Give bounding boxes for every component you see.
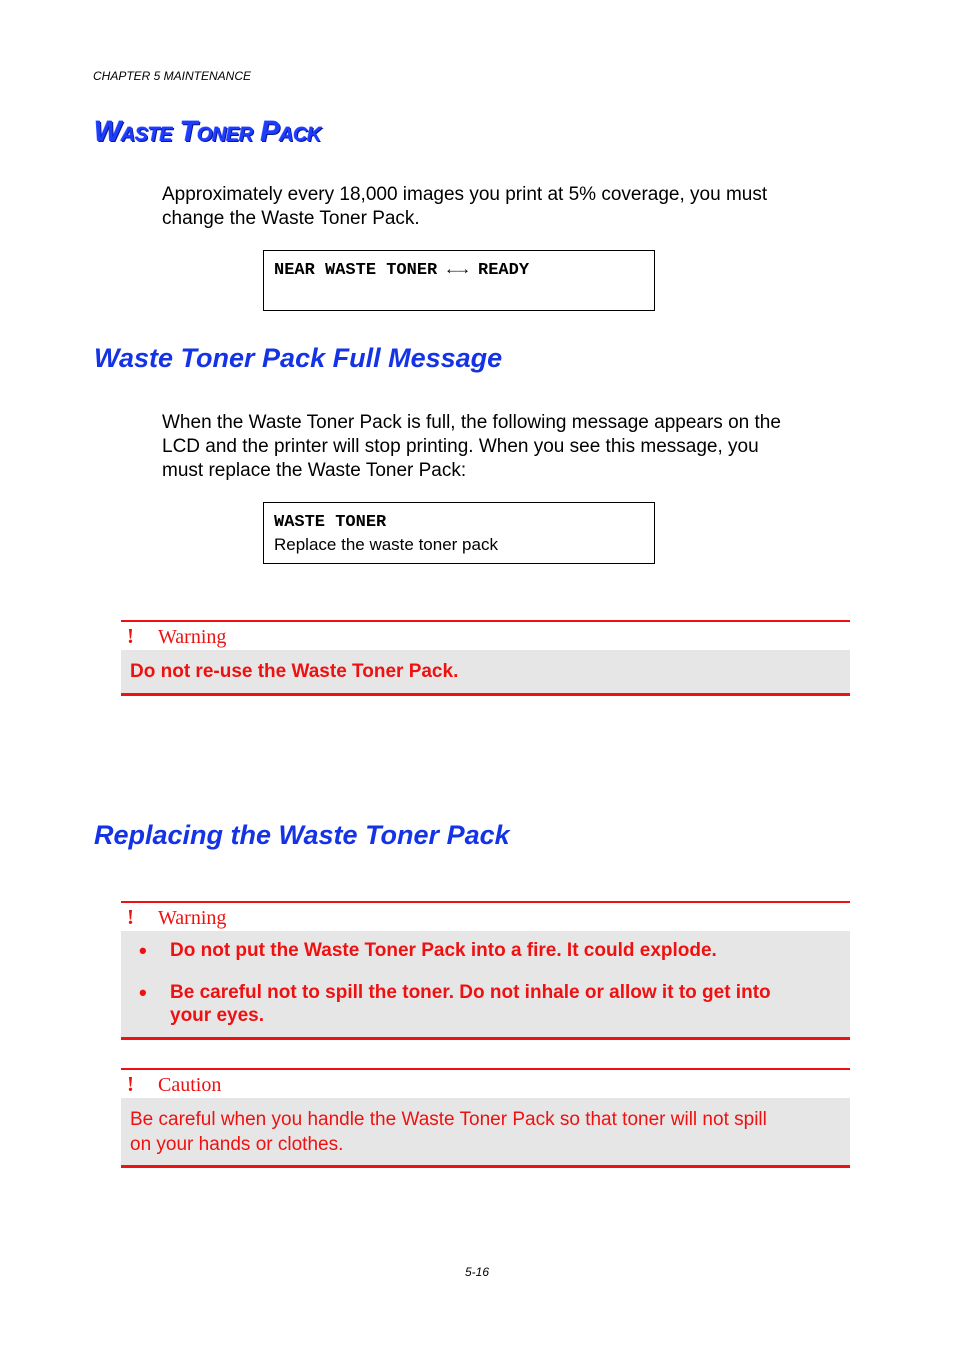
full-message-line-1: When the Waste Toner Pack is full, the following message appears on the (162, 412, 781, 433)
intro-line-2: change the Waste Toner Pack. (162, 208, 420, 229)
section-title-replacing: Replacing the Waste Toner Pack (94, 820, 510, 850)
notice-bottom-rule (121, 1037, 850, 1040)
bullet-dot-icon: • (139, 980, 147, 1005)
notice-body (121, 931, 850, 1037)
lcd-message: NEAR WASTE TONER ←→ READY (274, 261, 530, 280)
section-title-full-message: Waste Toner Pack Full Message (94, 343, 503, 373)
warning-text: Do not re-use the Waste Toner Pack. (130, 661, 459, 682)
full-message-line-2: LCD and the printer will stop printing. When you see this message, you (162, 436, 759, 457)
caution-line-1: Be careful when you handle the Waste Toner Pack so that toner will not spill (130, 1109, 767, 1130)
list-item (130, 939, 841, 962)
page-number: 5-16 (464, 1265, 490, 1279)
bullet-line: Do not put the Waste Toner Pack into a fire. It could explode. (170, 940, 717, 961)
full-message-line-3: must replace the Waste Toner Pack: (162, 460, 467, 481)
notice-header (121, 1070, 850, 1098)
notice-body (121, 1098, 850, 1165)
caution-line-2: on your hands or clothes. (130, 1134, 344, 1155)
lcd-display-waste-toner (263, 502, 655, 564)
notice-header (121, 903, 850, 931)
caution-box (121, 1068, 850, 1168)
lcd-submessage: Replace the waste toner pack (274, 535, 498, 554)
notice-header (121, 622, 850, 650)
lcd-message: WASTE TONER (274, 513, 387, 532)
full-message-paragraph (162, 411, 852, 483)
notice-label: Warning (158, 626, 227, 648)
chapter-header: CHAPTER 5 MAINTENANCE (93, 69, 252, 83)
lcd-display-near-waste (263, 250, 655, 311)
exclamation-icon: ! (127, 905, 134, 929)
page-title: Waste Toner Pack (94, 116, 321, 148)
warning-box-fire (121, 901, 850, 1040)
bullet-line: your eyes. (170, 1005, 264, 1026)
notice-bottom-rule (121, 1165, 850, 1168)
warning-box-reuse (121, 620, 850, 696)
list-item (130, 981, 841, 1027)
intro-paragraph (162, 183, 852, 231)
intro-line-1: Approximately every 18,000 images you print at 5% coverage, you must (162, 184, 768, 205)
notice-body (121, 650, 850, 693)
exclamation-icon: ! (127, 1072, 134, 1096)
exclamation-icon: ! (127, 624, 134, 648)
notice-label: Warning (158, 907, 227, 929)
notice-bottom-rule (121, 693, 850, 696)
notice-label: Caution (158, 1074, 222, 1096)
bullet-line: Be careful not to spill the toner. Do not inhale or allow it to get into (170, 982, 771, 1003)
bullet-dot-icon: • (139, 938, 147, 963)
